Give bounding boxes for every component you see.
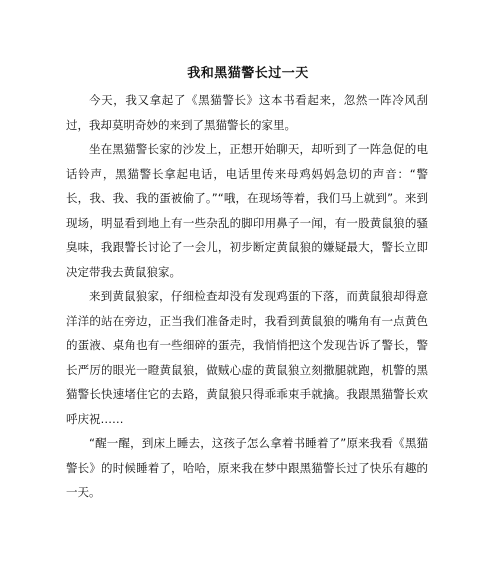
paragraph-2: 坐在黑猫警长家的沙发上，正想开始聊天，却听到了一阵急促的电话铃声，黑猫警长拿起电话，电话里传来母鸡妈妈急切的声音：“警长，我、我、我的蛋被偷了。”“哦，在现场等着，我们马上就到”。来到现场，明显看到地上有一些杂乱的脚印用鼻子一闻，有一股黄鼠狼的骚臭味，我跟警长讨论了一会儿，初步断定黄鼠狼的嫌疑最大，警长立即决定带我去黄鼠狼家。	[66, 142, 428, 279]
paragraph-4: “醒一醒，到床上睡去，这孩子怎么拿着书睡着了”原来我看《黑猫警长》的时候睡着了，哈哈，原来我在梦中跟黑猫警长过了快乐有趣的一天。	[66, 436, 428, 499]
document-title: 我和黑猫警长过一天	[187, 66, 309, 81]
paragraph-1: 今天，我又拿起了《黑猫警长》这本书看起来，忽然一阵冷风刮过，我却莫明奇妙的来到了黑猫警长的家里。	[66, 93, 428, 132]
document-body	[66, 88, 428, 505]
paragraph-3: 来到黄鼠狼家，仔细检查却没有发现鸡蛋的下落，而黄鼠狼却得意洋洋的站在旁边，正当我们准备走时，我看到黄鼠狼的嘴角有一点黄色的蛋液、桌角也有一些细碎的蛋壳，我悄悄把这个发现告诉了警长，警长严厉的眼光一瞪黄鼠狼，做贼心虚的黄鼠狼立刻撒腿就跑，机警的黑猫警长快速堵住它的去路，黄鼠狼只得乖乖束手就擒。我跟黑猫警长欢呼庆祝……	[66, 289, 428, 426]
